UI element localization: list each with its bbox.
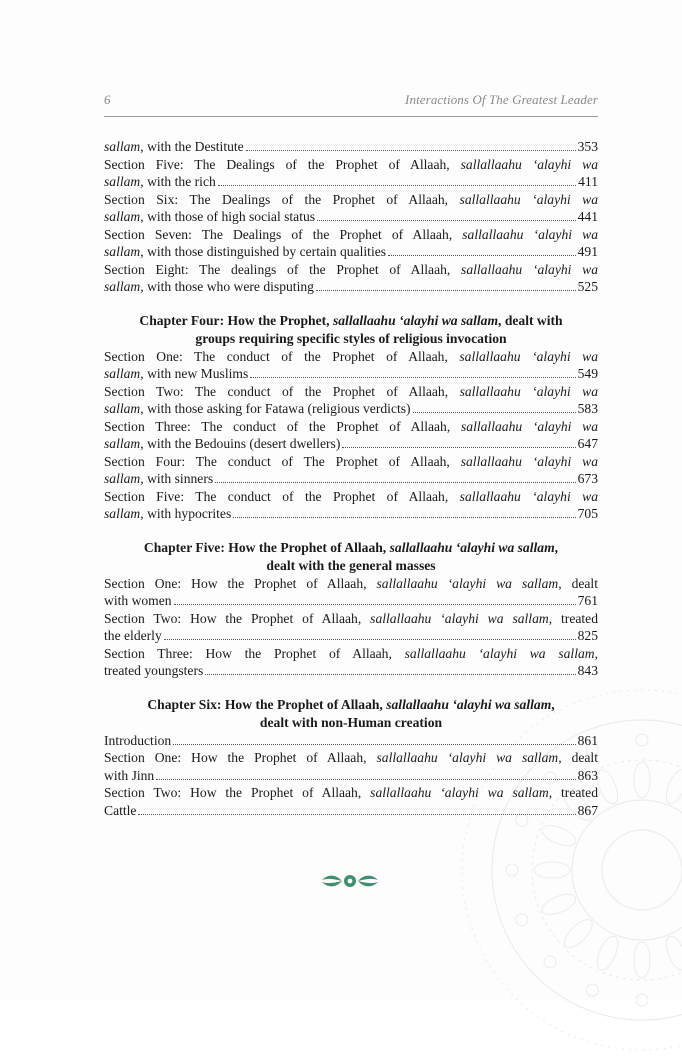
entry-title-italic: sallam bbox=[104, 279, 141, 294]
toc-entry[interactable] bbox=[104, 784, 598, 819]
entry-title-text: , treated bbox=[548, 610, 598, 626]
entry-title-text: Section One: The conduct of the Prophet of Allaah, bbox=[104, 348, 460, 364]
toc-entry[interactable] bbox=[104, 610, 598, 645]
entry-page-number: 863 bbox=[577, 767, 598, 783]
entry-title-tail bbox=[104, 627, 162, 645]
entry-title-text: , with the rich bbox=[140, 174, 216, 189]
chapter-heading-line1 bbox=[104, 696, 598, 714]
dot-leader bbox=[413, 412, 576, 413]
toc-entry[interactable] bbox=[104, 732, 598, 750]
entry-title-text: , with sinners bbox=[140, 471, 214, 486]
entry-page-number: 441 bbox=[577, 209, 598, 224]
toc-entry[interactable] bbox=[104, 645, 598, 680]
entry-title-tail bbox=[104, 592, 172, 610]
entry-title-tail bbox=[104, 802, 136, 820]
toc-entry[interactable] bbox=[104, 488, 598, 523]
entry-title-text: Section Six: The Dealings of the Prophet of Allaah, bbox=[104, 191, 460, 207]
chapter-title-text: , bbox=[551, 696, 555, 712]
entry-title-text: Section Eight: The dealings of the Prophet of Allaah, bbox=[104, 261, 462, 277]
entry-title-italic: sallam bbox=[104, 174, 141, 189]
entry-title-text: , with those asking for Fatawa (religious verdicts) bbox=[140, 401, 411, 416]
entry-title-italic: sallallaahu ‘alayhi wa bbox=[460, 418, 599, 434]
chapter-title-text: , bbox=[554, 539, 559, 555]
dot-leader bbox=[173, 744, 575, 745]
chapter-title-text: , dealt with bbox=[498, 312, 563, 328]
toc-entry-leader-line bbox=[104, 435, 598, 453]
entry-title-tail bbox=[104, 767, 154, 785]
toc-entry-line1 bbox=[104, 191, 598, 209]
dot-leader bbox=[156, 779, 575, 780]
entry-title-text: , bbox=[594, 645, 598, 661]
dot-leader bbox=[316, 290, 576, 291]
entry-title-text: , with hypocrites bbox=[140, 506, 232, 521]
toc-entry-line1 bbox=[104, 575, 598, 593]
toc-entry-leader-line bbox=[104, 138, 598, 156]
entry-page-number: 353 bbox=[577, 139, 598, 154]
floral-divider-icon bbox=[318, 870, 382, 892]
running-header bbox=[104, 92, 598, 112]
entry-title-text: Section Five: The conduct of the Prophet of Allaah, bbox=[104, 488, 460, 504]
toc-entry-line1 bbox=[104, 156, 598, 174]
entry-title-italic: sallallaahu ‘alayhi wa bbox=[460, 453, 598, 469]
toc-entry-line1 bbox=[104, 226, 598, 244]
toc-entry-leader-line bbox=[104, 662, 598, 680]
entry-title-tail bbox=[104, 435, 340, 453]
toc-entry[interactable] bbox=[104, 261, 598, 296]
entry-title-text: Section One: How the Prophet of Allaah, bbox=[104, 750, 377, 765]
entry-title-italic: sallallaahu ‘alayhi wa bbox=[459, 488, 598, 504]
toc-entry-leader-line bbox=[104, 243, 598, 261]
toc-entry[interactable] bbox=[104, 348, 598, 383]
chapter-title-italic: sallallaahu ‘alayhi wa sallam bbox=[386, 696, 552, 712]
entry-title-tail bbox=[104, 278, 314, 296]
dot-leader bbox=[205, 674, 575, 675]
entry-title-text: , dealt bbox=[558, 575, 598, 591]
toc-entry-leader-line bbox=[104, 592, 598, 610]
toc-entry-leader-line bbox=[104, 627, 598, 645]
entry-title-tail bbox=[104, 662, 203, 680]
entry-title-italic: sallam bbox=[104, 436, 141, 451]
entry-title-tail bbox=[104, 505, 231, 523]
chapter-heading bbox=[104, 312, 598, 348]
entry-title-text: the elderly bbox=[104, 628, 162, 643]
dot-leader bbox=[246, 150, 576, 151]
toc-entry[interactable] bbox=[104, 156, 598, 191]
toc-entry[interactable] bbox=[104, 575, 598, 610]
toc-entry-leader-line bbox=[104, 400, 598, 418]
toc-entry-line1 bbox=[104, 383, 598, 401]
chapter-heading bbox=[104, 696, 598, 732]
entry-title-text: Section Two: How the Prophet of Allaah, bbox=[104, 785, 371, 800]
toc-entry-leader-line bbox=[104, 732, 598, 750]
entry-page-number: 761 bbox=[577, 593, 598, 608]
entry-title-italic: sallallaahu ‘alayhi wa sallam bbox=[370, 610, 549, 626]
toc-entry[interactable] bbox=[104, 749, 598, 784]
toc-entry-line1 bbox=[104, 453, 598, 471]
toc-entry-line1 bbox=[104, 261, 598, 279]
entry-title-italic: sallallaahu ‘alayhi wa bbox=[459, 348, 598, 364]
toc-entry[interactable] bbox=[104, 418, 598, 453]
entry-title-tail bbox=[104, 400, 411, 418]
dot-leader bbox=[342, 447, 575, 448]
chapter-heading-line2: dealt with non-Human creation bbox=[259, 714, 443, 730]
entry-title-tail bbox=[104, 173, 216, 191]
entry-title-tail bbox=[104, 732, 171, 750]
header-rule bbox=[104, 116, 598, 117]
entry-title-italic: sallam bbox=[104, 471, 141, 486]
toc-entry[interactable] bbox=[104, 453, 598, 488]
entry-page-number: 673 bbox=[577, 471, 598, 486]
toc-entry[interactable] bbox=[104, 226, 598, 261]
dot-leader bbox=[317, 220, 576, 221]
entry-page-number: 491 bbox=[577, 244, 598, 259]
table-of-contents bbox=[104, 138, 598, 819]
toc-entry-line1 bbox=[104, 418, 598, 436]
toc-entry-line1 bbox=[104, 749, 598, 767]
entry-title-italic: sallallaahu ‘alayhi wa bbox=[459, 383, 598, 399]
entry-page-number: 843 bbox=[577, 663, 598, 678]
entry-title-tail bbox=[104, 138, 244, 156]
toc-entry-line1 bbox=[104, 488, 598, 506]
entry-title-italic: sallallaahu ‘alayhi wa sallam bbox=[370, 785, 549, 800]
entry-title-text: Cattle bbox=[104, 802, 137, 818]
entry-title-text: Section Three: The conduct of the Prophet of Allaah, bbox=[104, 418, 461, 434]
entry-page-number: 525 bbox=[577, 279, 598, 294]
chapter-heading-line2: dealt with the general masses bbox=[266, 557, 436, 573]
entry-title-italic: sallam bbox=[104, 244, 141, 259]
entry-page-number: 861 bbox=[577, 732, 598, 748]
dot-leader bbox=[250, 377, 575, 378]
toc-entry[interactable] bbox=[104, 138, 598, 156]
entry-title-italic: sallallaahu ‘alayhi wa bbox=[461, 261, 598, 277]
running-title: Interactions Of The Greatest Leader bbox=[405, 92, 598, 107]
entry-title-italic: sallallaahu ‘alayhi wa bbox=[460, 156, 598, 172]
entry-title-italic: sallallaahu ‘alayhi wa sallam bbox=[404, 645, 595, 661]
dot-leader bbox=[138, 814, 575, 815]
entry-page-number: 705 bbox=[577, 506, 598, 521]
dot-leader bbox=[388, 255, 576, 256]
dot-leader bbox=[174, 604, 576, 605]
entry-title-italic: sallam bbox=[104, 506, 141, 521]
chapter-heading-line2: groups requiring specific styles of religious invocation bbox=[195, 330, 507, 346]
toc-entry[interactable] bbox=[104, 191, 598, 226]
entry-page-number: 411 bbox=[578, 174, 598, 189]
toc-entry-leader-line bbox=[104, 173, 598, 191]
entry-title-tail bbox=[104, 208, 315, 226]
toc-entry-line1 bbox=[104, 348, 598, 366]
entry-title-text: Section Three: How the Prophet of Allaah, bbox=[104, 645, 405, 661]
toc-entry-leader-line bbox=[104, 208, 598, 226]
toc-entry-leader-line bbox=[104, 278, 598, 296]
entry-page-number: 867 bbox=[577, 802, 598, 818]
chapter-title-italic: sallallaahu ‘alayhi wa sallam bbox=[332, 312, 499, 328]
toc-entry-leader-line bbox=[104, 802, 598, 820]
entry-title-text: , treated bbox=[548, 785, 598, 800]
entry-title-text: with Jinn bbox=[104, 767, 155, 783]
entry-page-number: 825 bbox=[577, 628, 598, 643]
entry-title-tail bbox=[104, 243, 386, 261]
entry-title-italic: sallam bbox=[104, 139, 141, 154]
entry-page-number: 647 bbox=[577, 436, 598, 451]
chapter-title-text: Chapter Four: How the Prophet, bbox=[139, 312, 333, 328]
entry-title-italic: sallallaahu ‘alayhi wa bbox=[459, 191, 599, 207]
entry-title-italic: sallam bbox=[104, 401, 141, 416]
entry-title-text: Section Two: The conduct of the Prophet of Allaah, bbox=[104, 383, 460, 399]
toc-entry-line1 bbox=[104, 784, 598, 802]
entry-title-text: , with the Destitute bbox=[140, 139, 244, 154]
toc-entry[interactable] bbox=[104, 383, 598, 418]
toc-entry-leader-line bbox=[104, 767, 598, 785]
entry-title-text: Introduction bbox=[104, 732, 172, 748]
chapter-title-text: Chapter Five: How the Prophet of Allaah, bbox=[143, 539, 390, 555]
toc-entry-line1 bbox=[104, 645, 598, 663]
entry-title-text: , with those who were disputing bbox=[140, 279, 314, 294]
dot-leader bbox=[218, 185, 576, 186]
entry-title-italic: sallallaahu ‘alayhi wa sallam bbox=[376, 575, 559, 591]
chapter-heading bbox=[104, 539, 598, 575]
entry-title-text: Section One: How the Prophet of Allaah, bbox=[104, 575, 377, 591]
entry-title-italic: sallallaahu ‘alayhi wa sallam bbox=[376, 750, 559, 765]
chapter-title-text: Chapter Six: How the Prophet of Allaah, bbox=[147, 696, 387, 712]
entry-title-italic: sallam bbox=[104, 209, 141, 224]
chapter-heading-line1 bbox=[104, 312, 598, 330]
entry-title-tail bbox=[104, 470, 213, 488]
entry-title-text: , with the Bedouins (desert dwellers) bbox=[140, 436, 341, 451]
dot-leader bbox=[164, 639, 576, 640]
entry-title-text: , with those of high social status bbox=[140, 209, 316, 224]
entry-title-italic: sallallaahu ‘alayhi wa bbox=[462, 226, 599, 242]
entry-title-text: with women bbox=[104, 593, 172, 608]
entry-title-text: Section Four: The conduct of The Prophet of Allaah, bbox=[104, 453, 461, 469]
dot-leader bbox=[233, 517, 575, 518]
entry-title-text: treated youngsters bbox=[104, 663, 204, 678]
chapter-heading-line1 bbox=[104, 539, 598, 557]
chapter-title-italic: sallallaahu ‘alayhi wa sallam bbox=[389, 539, 555, 555]
entry-title-text: , with new Muslims bbox=[140, 366, 249, 381]
entry-title-text: , dealt bbox=[558, 750, 598, 765]
dot-leader bbox=[215, 482, 575, 483]
toc-entry-line1 bbox=[104, 610, 598, 628]
entry-title-text: Section Seven: The Dealings of the Prophet of Allaah, bbox=[104, 226, 463, 242]
entry-title-text: Section Five: The Dealings of the Prophet of Allaah, bbox=[104, 156, 461, 172]
entry-title-text: Section Two: How the Prophet of Allaah, bbox=[104, 610, 371, 626]
page-number: 6 bbox=[104, 92, 111, 107]
toc-entry-leader-line bbox=[104, 365, 598, 383]
entry-page-number: 549 bbox=[577, 366, 598, 381]
entry-title-tail bbox=[104, 365, 248, 383]
toc-entry-leader-line bbox=[104, 505, 598, 523]
entry-title-text: , with those distinguished by certain qualities bbox=[140, 244, 387, 259]
toc-entry-leader-line bbox=[104, 470, 598, 488]
entry-title-italic: sallam bbox=[104, 366, 141, 381]
entry-page-number: 583 bbox=[577, 401, 598, 416]
